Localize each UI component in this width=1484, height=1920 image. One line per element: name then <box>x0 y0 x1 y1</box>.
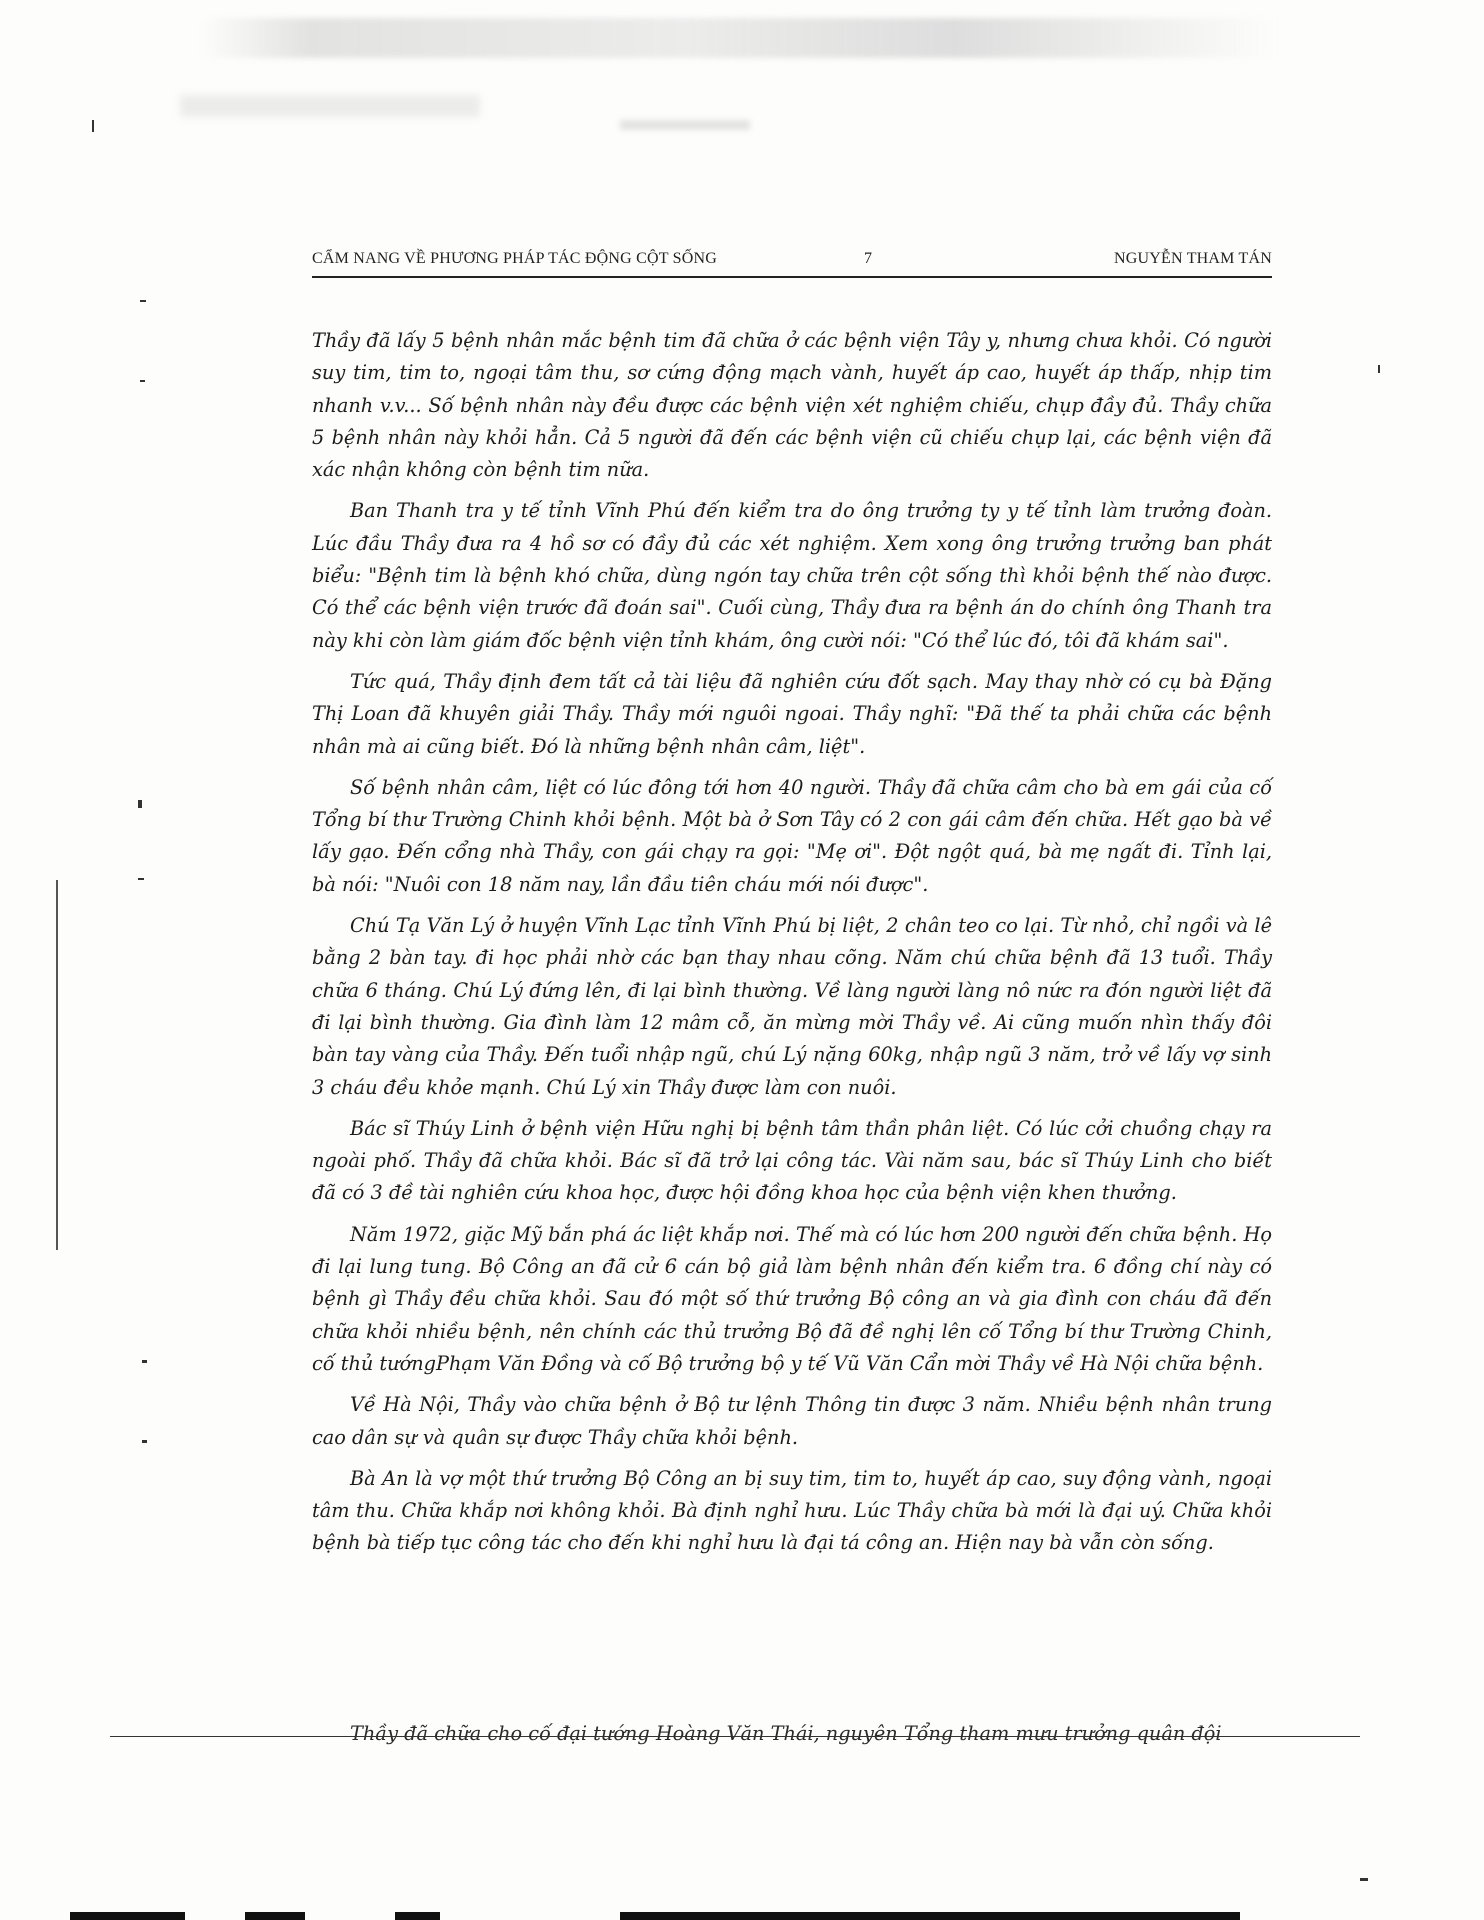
strike-rule <box>110 1736 1360 1737</box>
page-number: 7 <box>864 250 873 267</box>
margin-speck <box>92 120 94 132</box>
margin-speck <box>142 1360 147 1363</box>
margin-speck <box>140 380 145 382</box>
margin-speck <box>56 880 58 1250</box>
paragraph: Bà An là vợ một thứ trưởng Bộ Công an bị suy tim, tim to, huyết áp cao, suy động vành, ngoại tâm thu. Chữa khắp nơi không khỏi. Bà định nghỉ hưu. Lúc Thầy chữa bà mới là đại uý. Chữa khỏi bệnh bà tiếp tục công tác cho đến khi nghỉ hưu là đại tá công an. Hiện nay bà vẫn còn sống. <box>312 1466 1272 1555</box>
paragraph: Năm 1972, giặc Mỹ bắn phá ác liệt khắp nơi. Thế mà có lúc hơn 200 người đến chữa bệnh. Họ đi lại lung tung. Bộ Công an đã cử 6 cán bộ giả làm bệnh nhân đến kiểm tra. 6 đồng chí này có bệnh gì Thầy đều chữa khỏi. Sau đó một số thứ trưởng Bộ công an và gia đình con cháu đã đến chữa khỏi nhiều bệnh, nên chính các thủ trưởng Bộ đã đề nghị lên cố Tổng bí thư Trường Chinh, cố thủ tướngPhạm Văn Đồng và cố Bộ trưởng bộ y tế Vũ Văn Cẩn mời Thầy về Hà Nội chữa bệnh. <box>312 1222 1272 1375</box>
scan-edge-bar <box>70 1912 185 1920</box>
header-author: NGUYỄN THAM TÁN <box>1114 250 1272 267</box>
scan-artifact-top <box>200 18 1280 58</box>
paragraph: Tức quá, Thầy định đem tất cả tài liệu đã nghiên cứu đốt sạch. May thay nhờ có cụ bà Đặng Thị Loan đã khuyên giải Thầy. Thầy mới nguôi ngoai. Thầy nghĩ: "Đã thế ta phải chữa các bệnh nhân mà ai cũng biết. Đó là những bệnh nhân câm, liệt". <box>312 669 1272 758</box>
body-text <box>312 325 1272 1569</box>
header-book-title: CẨM NANG VỀ PHƯƠNG PHÁP TÁC ĐỘNG CỘT SỐNG <box>312 250 717 267</box>
scan-edge-bar <box>620 1912 1240 1920</box>
paragraph: Chú Tạ Văn Lý ở huyện Vĩnh Lạc tỉnh Vĩnh Phú bị liệt, 2 chân teo co lại. Từ nhỏ, chỉ ngồi và lê bằng 2 bàn tay. đi học phải nhờ các bạn thay nhau cõng. Năm chú chữa bệnh đã 13 tuổi. Thầy chữa 6 tháng. Chú Lý đứng lên, đi lại bình thường. Về làng người làng nô nức ra đón người liệt đã đi lại bình thường. Gia đình làm 12 mâm cỗ, ăn mừng mời Thầy về. Ai cũng muốn nhìn thấy đôi bàn tay vàng của Thầy. Đến tuổi nhập ngũ, chú Lý nặng 60kg, nhập ngũ 3 năm, trở về lấy vợ sinh 3 cháu đều khỏe mạnh. Chú Lý xin Thầy được làm con nuôi. <box>312 914 1272 1099</box>
margin-speck <box>142 1440 147 1443</box>
paragraph: Thầy đã lấy 5 bệnh nhân mắc bệnh tim đã chữa ở các bệnh viện Tây y, nhưng chưa khỏi. Có người suy tim, tim to, ngoại tâm thu, sơ cứng động mạch vành, huyết áp cao, huyết áp thấp, nhịp tim nhanh v.v... Số bệnh nhân này đều được các bệnh viện xét nghiệm chiếu, chụp đầy đủ. Thầy chữa 5 bệnh nhân này khỏi hẳn. Cả 5 người đã đến các bệnh viện cũ chiếu chụp lại, các bệnh viện đã xác nhận không còn bệnh tim nữa. <box>312 329 1272 482</box>
margin-speck <box>1360 1878 1368 1881</box>
paragraph: Số bệnh nhân câm, liệt có lúc đông tới hơn 40 người. Thầy đã chữa câm cho bà em gái của cố Tổng bí thư Trường Chinh khỏi bệnh. Một bà ở Sơn Tây có 2 con gái câm đến chữa. Hết gạo bà về lấy gạo. Đến cổng nhà Thầy, con gái chạy ra gọi: "Mẹ ơi". Đột ngột quá, bà mẹ ngất đi. Tỉnh lại, bà nói: "Nuôi con 18 năm nay, lần đầu tiên cháu mới nói được". <box>312 775 1272 896</box>
margin-speck <box>1378 365 1380 373</box>
scan-artifact-left <box>180 95 480 117</box>
running-header <box>312 248 1272 278</box>
margin-speck <box>138 878 144 880</box>
margin-speck <box>138 800 142 808</box>
scan-artifact-center <box>620 120 750 130</box>
paragraph: Về Hà Nội, Thầy vào chữa bệnh ở Bộ tư lệnh Thông tin được 3 năm. Nhiều bệnh nhân trung cao dân sự và quân sự được Thầy chữa khỏi bệnh. <box>312 1393 1272 1449</box>
paragraph: Bác sĩ Thúy Linh ở bệnh viện Hữu nghị bị bệnh tâm thần phân liệt. Có lúc cởi chuồng chạy ra ngoài phố. Thầy đã chữa khỏi. Bác sĩ đã trở lại công tác. Vài năm sau, bác sĩ Thúy Linh cho biết đã có 3 đề tài nghiên cứu khoa học, được hội đồng khoa học của bệnh viện khen thưởng. <box>312 1116 1272 1205</box>
scan-edge-bar <box>395 1912 440 1920</box>
paragraph: Ban Thanh tra y tế tỉnh Vĩnh Phú đến kiểm tra do ông trưởng ty y tế tỉnh làm trưởng đoàn. Lúc đầu Thầy đưa ra 4 hồ sơ có đầy đủ các xét nghiệm. Xem xong ông trưởng trưởng ban phát biểu: "Bệnh tim là bệnh khó chữa, dùng ngón tay chữa trên cột sống thì khỏi bệnh thế nào được. Có thể các bệnh viện trước đã đoán sai". Cuối cùng, Thầy đưa ra bệnh án do chính ông Thanh tra này khi còn làm giám đốc bệnh viện tỉnh khám, ông cười nói: "Có thể lúc đó, tôi đã khám sai". <box>312 499 1272 652</box>
struck-through-line: Thầy đã chữa cho cố đại tướng Hoàng Văn Thái, nguyên Tổng tham mưu trưởng quân đội <box>350 1722 1222 1745</box>
margin-speck <box>140 300 146 302</box>
scan-edge-bar <box>245 1912 305 1920</box>
